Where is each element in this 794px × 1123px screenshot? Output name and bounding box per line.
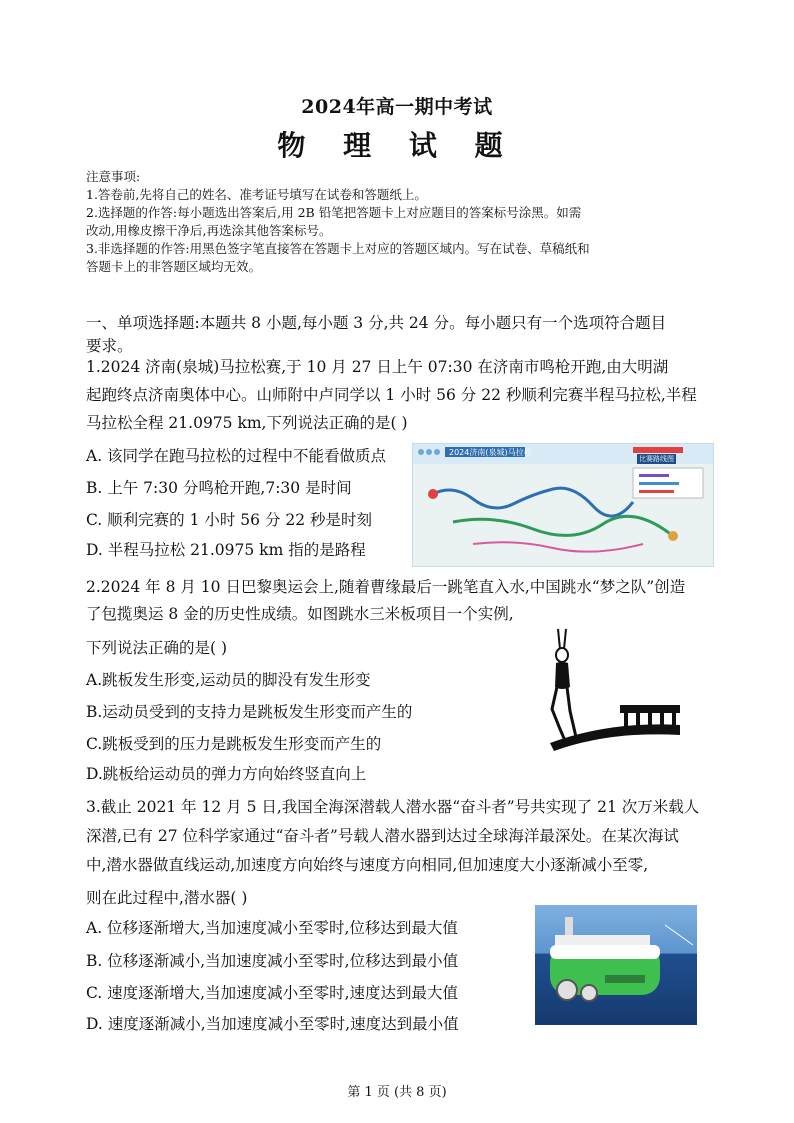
q2-option-d[interactable]: D.跳板给运动员的弹力方向始终竖直向上 xyxy=(86,765,367,783)
question-2-line: 了包揽奥运 8 金的历史性成绩。如图跳水三米板项目一个实例, xyxy=(86,605,514,623)
q3-option-a[interactable]: A. 位移逐渐增大,当加速度减小至零时,位移达到最大值 xyxy=(86,919,458,937)
question-3-line: 深潜,已有 27 位科学家通过“奋斗者”号载人潜水器到达过全球海洋最深处。在某次海试 xyxy=(86,827,679,845)
section-heading-line: 一、单项选择题:本题共 8 小题,每小题 3 分,共 24 分。每小题只有一个选项符合题目 xyxy=(86,314,667,332)
section-heading-line: 要求。 xyxy=(86,337,133,355)
q1-option-b[interactable]: B. 上午 7:30 分鸣枪开跑,7:30 是时间 xyxy=(86,479,352,497)
question-3-line: 则在此过程中,潜水器( ) xyxy=(86,889,248,907)
notes-block xyxy=(86,168,686,276)
notes-line: 答题卡上的非答题区域均无效。 xyxy=(86,259,262,274)
q1-option-d[interactable]: D. 半程马拉松 21.0975 km 指的是路程 xyxy=(86,541,366,559)
q3-option-b[interactable]: B. 位移逐渐减小,当加速度减小至零时,位移达到最小值 xyxy=(86,952,459,970)
exam-title: 2024年高一期中考试 xyxy=(301,96,493,118)
map-banner-title: 2024济南(泉城)马拉松 xyxy=(449,448,532,457)
page-footer: 第 1 页 (共 8 页) xyxy=(347,1085,447,1100)
map-route-label: 比赛路线图 xyxy=(639,455,674,463)
question-3-line: 中,潜水器做直线运动,加速度方向始终与速度方向相同,但加速度大小逐渐减小至零, xyxy=(86,856,649,874)
diver-icon xyxy=(540,625,690,755)
question-2-line: 下列说法正确的是( ) xyxy=(86,639,228,657)
q2-option-a[interactable]: A.跳板发生形变,运动员的脚没有发生形变 xyxy=(86,671,371,689)
q1-option-a[interactable]: A. 该同学在跑马拉松的过程中不能看做质点 xyxy=(86,447,387,465)
q2-option-c[interactable]: C.跳板受到的压力是跳板发生形变而产生的 xyxy=(86,735,382,753)
q3-option-d[interactable]: D. 速度逐渐减小,当加速度减小至零时,速度达到最小值 xyxy=(86,1015,459,1033)
question-1-line: 马拉松全程 21.0975 km,下列说法正确的是( ) xyxy=(86,414,408,432)
q3-option-c[interactable]: C. 速度逐渐增大,当加速度减小至零时,速度达到最大值 xyxy=(86,984,459,1002)
question-2-line: 2.2024 年 8 月 10 日巴黎奥运会上,随着曹缘最后一跳笔直入水,中国跳水“梦之队”创造 xyxy=(86,578,686,596)
notes-line: 3.非选择题的作答:用黑色签字笔直接答在答题卡上对应的答题区域内。写在试卷、草稿纸和 xyxy=(86,241,590,256)
q1-option-c[interactable]: C. 顺利完赛的 1 小时 56 分 22 秒是时刻 xyxy=(86,511,373,529)
q2-option-b[interactable]: B.运动员受到的支持力是跳板发生形变而产生的 xyxy=(86,703,413,721)
submersible-photo xyxy=(535,905,697,1025)
marathon-route-map xyxy=(412,443,714,567)
question-1-line: 1.2024 济南(泉城)马拉松赛,于 10 月 27 日上午 07:30 在济南市鸣枪开跑,由大明湖 xyxy=(86,358,669,376)
notes-heading: 注意事项: xyxy=(86,169,141,184)
question-1-line: 起跑终点济南奥体中心。山师附中卢同学以 1 小时 56 分 22 秒顺利完赛半程马拉松,半程 xyxy=(86,386,697,404)
notes-line: 改动,用橡皮擦干净后,再选涂其他答案标号。 xyxy=(86,223,332,238)
notes-line: 1.答卷前,先将自己的姓名、准考证号填写在试卷和答题纸上。 xyxy=(86,187,427,202)
submersible-icon xyxy=(535,905,697,1025)
question-3-line: 3.截止 2021 年 12 月 5 日,我国全海深潜载人潜水器“奋斗者”号共实现了 21 次万米载人 xyxy=(86,798,700,816)
subject-title: 物 理 试 题 xyxy=(277,129,517,162)
diver-springboard-illustration xyxy=(540,625,690,755)
notes-line: 2.选择题的作答:每小题选出答案后,用 2B 铅笔把答题卡上对应题目的答案标号涂黑。如需 xyxy=(86,205,582,220)
